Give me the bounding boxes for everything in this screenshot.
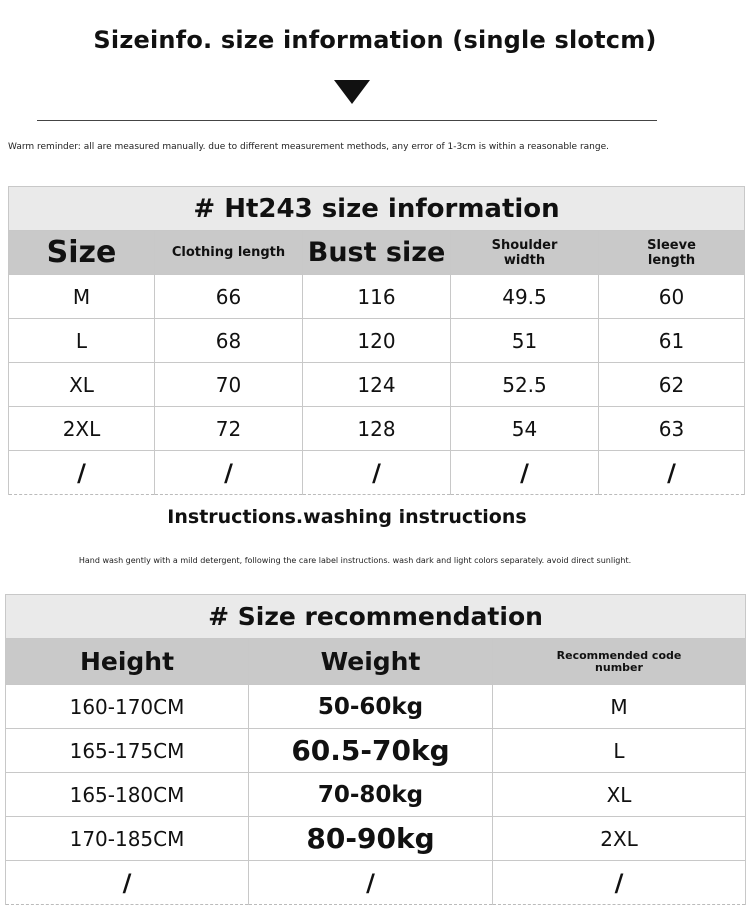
size-table-banner: # Ht243 size information [9,187,745,231]
table-cell: L [493,729,746,773]
table-cell: M [493,685,746,729]
washing-instructions-text: Hand wash gently with a mild detergent, following the care label instructions. wash dark and light colors separately. avoid direct sunlight. [78,556,632,565]
table-row [9,275,745,319]
divider [37,120,657,121]
washing-instructions-title: Instructions.washing instructions [167,506,527,528]
table-cell: / [249,861,493,905]
table-cell: 49.5 [451,275,599,319]
table-row [6,685,746,729]
table-cell: XL [493,773,746,817]
table-row [6,729,746,773]
header-sleeve-length: Sleeve length [599,231,745,275]
table-cell: 165-180CM [6,773,249,817]
header-bust-size: Bust size [303,231,451,275]
table-row [9,451,745,495]
table-cell: 54 [451,407,599,451]
table-cell: / [6,861,249,905]
table-cell: 70-80kg [249,773,493,817]
table-cell: 80-90kg [249,817,493,861]
table-cell: 62 [599,363,745,407]
size-information-table [8,186,745,495]
table-cell: 50-60kg [249,685,493,729]
header-size: Size [9,231,155,275]
table-cell: 72 [155,407,303,451]
table-cell: 66 [155,275,303,319]
page-title: Sizeinfo. size information (single slotcm) [93,26,657,54]
header-weight: Weight [249,639,493,685]
recommendation-banner: # Size recommendation [6,595,746,639]
table-row [9,319,745,363]
table-cell: 51 [451,319,599,363]
table-cell: 160-170CM [6,685,249,729]
table-cell: 61 [599,319,745,363]
table-cell: / [451,451,599,495]
header-shoulder-width: Shoulder width [451,231,599,275]
size-recommendation-table [5,594,746,905]
table-row [6,861,746,905]
table-row [6,773,746,817]
table-cell: 68 [155,319,303,363]
header-recommended-code: Recommended code number [493,639,746,685]
table-cell: 63 [599,407,745,451]
table-cell: 60 [599,275,745,319]
table-cell: 70 [155,363,303,407]
table-cell: / [493,861,746,905]
table-cell: 120 [303,319,451,363]
table-cell: M [9,275,155,319]
table-cell: L [9,319,155,363]
table-cell: / [303,451,451,495]
table-cell: 2XL [493,817,746,861]
down-arrow-icon [334,80,370,104]
table-row [9,407,745,451]
table-cell: 2XL [9,407,155,451]
table-cell: 116 [303,275,451,319]
table-cell: XL [9,363,155,407]
table-cell: 128 [303,407,451,451]
header-height: Height [6,639,249,685]
header-clothing-length: Clothing length [155,231,303,275]
table-cell: 170-185CM [6,817,249,861]
table-cell: 60.5-70kg [249,729,493,773]
table-cell: 52.5 [451,363,599,407]
table-cell: 165-175CM [6,729,249,773]
table-cell: 124 [303,363,451,407]
table-cell: / [599,451,745,495]
warm-reminder: Warm reminder: all are measured manually. due to different measurement methods, any error of 1-3cm is within a reasonable range. [8,142,609,152]
table-row [6,817,746,861]
table-row [9,363,745,407]
table-cell: / [155,451,303,495]
table-cell: / [9,451,155,495]
